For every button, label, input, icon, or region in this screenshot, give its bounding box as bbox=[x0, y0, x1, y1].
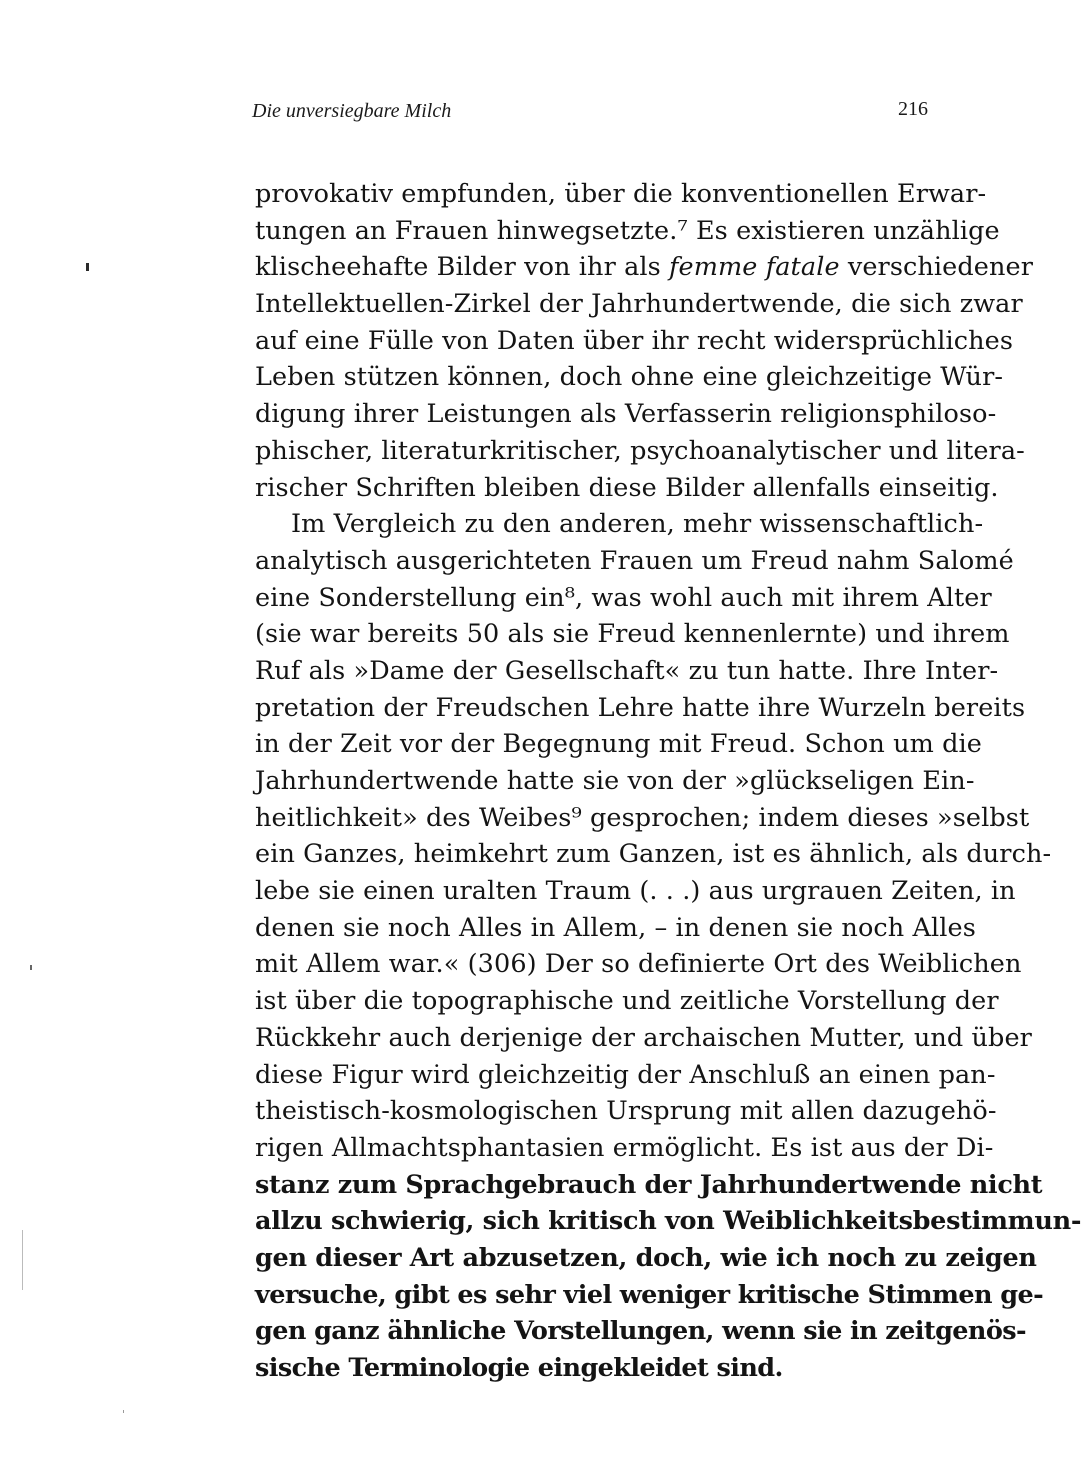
text-line: diese Figur wird gleichzeitig der Anschluß an einen pan- bbox=[255, 1059, 996, 1090]
text-line: stanz zum Sprachgebrauch der Jahrhundertwende nicht bbox=[255, 1169, 1043, 1200]
text-line: ein Ganzes, heimkehrt zum Ganzen, ist es ähnlich, als durch- bbox=[255, 839, 1052, 870]
text-line: tungen an Frauen hinwegsetzte.⁷ Es existieren unzählige bbox=[255, 215, 1000, 246]
text-line-italic: klischeehafte Bilder von ihr als femme fatale verschiedener bbox=[255, 252, 1033, 283]
text-line: digung ihrer Leistungen als Verfasserin religionsphiloso- bbox=[255, 399, 997, 430]
text-line: theistisch-kosmologischen Ursprung mit allen dazugehö- bbox=[255, 1096, 997, 1127]
text-line: versuche, gibt es sehr viel weniger kritische Stimmen ge- bbox=[255, 1279, 1044, 1310]
text-line: eine Sonderstellung ein⁸, was wohl auch mit ihrem Alter bbox=[255, 582, 992, 613]
text-line: Rückkehr auch derjenige der archaischen Mutter, und über bbox=[255, 1022, 1032, 1053]
body-text bbox=[255, 176, 1081, 1387]
margin-speck bbox=[86, 263, 89, 271]
text-line: mit Allem war.« (306) Der so definierte Ort des Weiblichen bbox=[255, 949, 1022, 980]
text-line: Intellektuellen-Zirkel der Jahrhundertwende, die sich zwar bbox=[255, 289, 1023, 320]
italic-phrase: femme fatale bbox=[669, 252, 840, 283]
paragraph-start-line: Im Vergleich zu den anderen, mehr wissenschaftlich- bbox=[291, 509, 984, 540]
text-line: (sie war bereits 50 als sie Freud kennenlernte) und ihrem bbox=[255, 619, 1010, 650]
text-line: Jahrhundertwende hatte sie von der »glückseligen Ein- bbox=[255, 766, 975, 796]
text-line: allzu schwierig, sich kritisch von Weiblichkeitsbestimmun- bbox=[255, 1206, 1081, 1237]
text-line: Leben stützen können, doch ohne eine gleichzeitige Wür- bbox=[255, 362, 1004, 393]
text-line: auf eine Fülle von Daten über ihr recht widersprüchliches bbox=[255, 325, 1014, 356]
text-line: lebe sie einen uralten Traum (. . .) aus urgrauen Zeiten, in bbox=[255, 876, 1016, 907]
text-line: rigen Allmachtsphantasien ermöglicht. Es ist aus der Di- bbox=[255, 1132, 994, 1163]
text-line: pretation der Freudschen Lehre hatte ihre Wurzeln bereits bbox=[255, 692, 1026, 723]
text-line: analytisch ausgerichteten Frauen um Freud nahm Salomé bbox=[255, 545, 1014, 576]
text-line: in der Zeit vor der Begegnung mit Freud. Schon um die bbox=[255, 729, 982, 760]
margin-speck bbox=[30, 965, 32, 970]
text-line: gen ganz ähnliche Vorstellungen, wenn sie in zeitgenös- bbox=[255, 1316, 1027, 1347]
text-line: rischer Schriften bleiben diese Bilder allenfalls einseitig. bbox=[255, 472, 999, 503]
text-line: denen sie noch Alles in Allem, – in denen sie noch Alles bbox=[255, 912, 976, 943]
text-line: ist über die topographische und zeitliche Vorstellung der bbox=[255, 986, 999, 1017]
text-line: gen dieser Art abzusetzen, doch, wie ich noch zu zeigen bbox=[255, 1242, 1037, 1273]
text-line: sische Terminologie eingekleidet sind. bbox=[255, 1353, 783, 1383]
margin-speck bbox=[123, 1410, 124, 1413]
scan-artifact bbox=[22, 1230, 23, 1290]
text-line: provokativ empfunden, über die konventionellen Erwar- bbox=[255, 179, 987, 209]
text-line: heitlichkeit» des Weibes⁹ gesprochen; indem dieses »selbst bbox=[255, 802, 1030, 833]
text-line: phischer, literaturkritischer, psychoanalytischer und litera- bbox=[255, 435, 1025, 466]
text-line: Ruf als »Dame der Gesellschaft« zu tun hatte. Ihre Inter- bbox=[255, 655, 999, 686]
page-number: 216 bbox=[898, 98, 928, 120]
running-head-title: Die unversiegbare Milch bbox=[252, 100, 452, 122]
